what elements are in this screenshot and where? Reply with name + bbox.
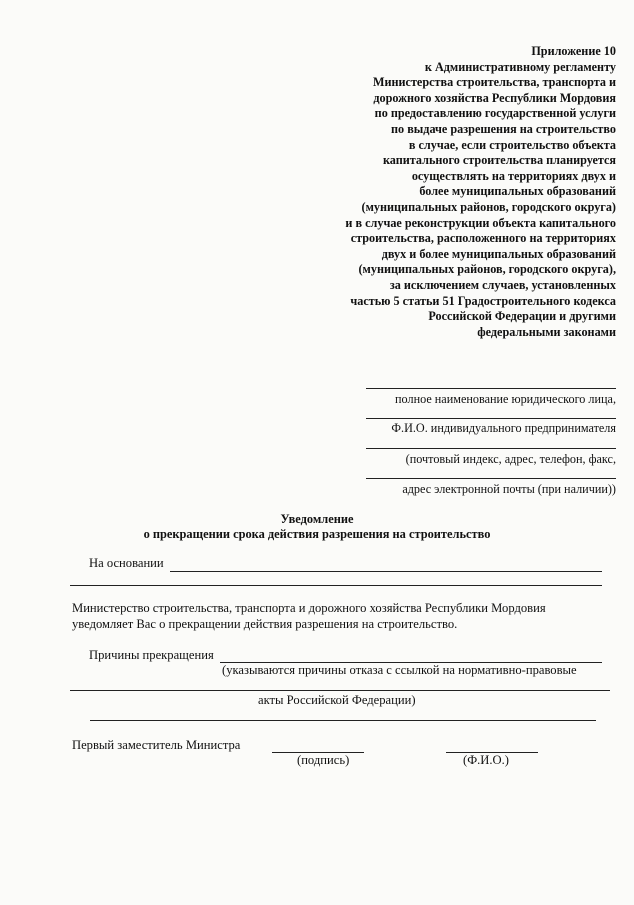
appendix-line: капитального строительства планируется: [382, 153, 616, 168]
reasons-hint-continued: акты Российской Федерации): [258, 693, 416, 707]
appendix-line: и в случае реконструкции объекта капитального: [345, 215, 616, 230]
recipient-email-line[interactable]: [366, 478, 616, 479]
basis-label: На основании: [89, 556, 164, 570]
reasons-field-extra[interactable]: [90, 720, 596, 721]
appendix-line: дорожного хозяйства Республики Мордовия: [373, 90, 616, 105]
appendix-line: осуществлять на территориях двух и: [411, 168, 616, 183]
appendix-line: Министерства строительства, транспорта и: [372, 75, 616, 90]
recipient-caption-address: (почтовый индекс, адрес, телефон, факс,: [405, 452, 616, 466]
reasons-field-continued[interactable]: [70, 690, 610, 691]
recipient-caption-fio: Ф.И.О. индивидуального предпринимателя: [391, 421, 616, 435]
recipient-caption-name: полное наименование юридического лица,: [395, 392, 616, 406]
appendix-line: более муниципальных образований: [419, 184, 616, 199]
appendix-line: федеральными законами: [477, 324, 616, 339]
appendix-line: (муниципальных районов, городского округа),: [358, 262, 616, 277]
appendix-line: строительства, расположенного на территориях: [350, 231, 616, 246]
appendix-line: по предоставлению государственной услуги: [374, 106, 616, 121]
appendix-line: в случае, если строительство объекта: [408, 137, 616, 152]
appendix-line: по выдаче разрешения на строительство: [391, 121, 616, 136]
recipient-caption-email: адрес электронной почты (при наличии)): [402, 482, 616, 496]
name-caption: (Ф.И.О.): [463, 753, 509, 767]
appendix-line: Российской Федерации и другими: [428, 309, 616, 324]
notice-subtitle: о прекращении срока действия разрешения на строительство: [143, 527, 491, 541]
basis-field-continued[interactable]: [70, 585, 602, 586]
appendix-line: Приложение 10: [531, 44, 616, 58]
notice-title: Уведомление: [280, 512, 354, 526]
basis-field[interactable]: [170, 571, 602, 572]
appendix-line: двух и более муниципальных образований: [381, 246, 616, 261]
signatory-position: Первый заместитель Министра: [72, 738, 241, 752]
recipient-fio-line[interactable]: [366, 418, 616, 419]
recipient-address-line[interactable]: [366, 448, 616, 449]
appendix-line: к Административному регламенту: [424, 59, 616, 74]
appendix-line: (муниципальных районов, городского округа): [361, 199, 616, 214]
appendix-header: [296, 44, 616, 340]
appendix-line: частью 5 статьи 51 Градостроительного кодекса: [350, 293, 616, 308]
body-line: Министерство строительства, транспорта и дорожного хозяйства Республики Мордовия: [72, 601, 546, 615]
reasons-label: Причины прекращения: [89, 648, 214, 662]
reasons-hint: (указываются причины отказа с ссылкой на нормативно-правовые: [222, 663, 577, 677]
recipient-name-line[interactable]: [366, 388, 616, 389]
appendix-line: за исключением случаев, установленных: [389, 277, 616, 292]
signature-caption: (подпись): [297, 753, 350, 767]
body-line: уведомляет Вас о прекращении действия разрешения на строительство.: [72, 617, 458, 631]
